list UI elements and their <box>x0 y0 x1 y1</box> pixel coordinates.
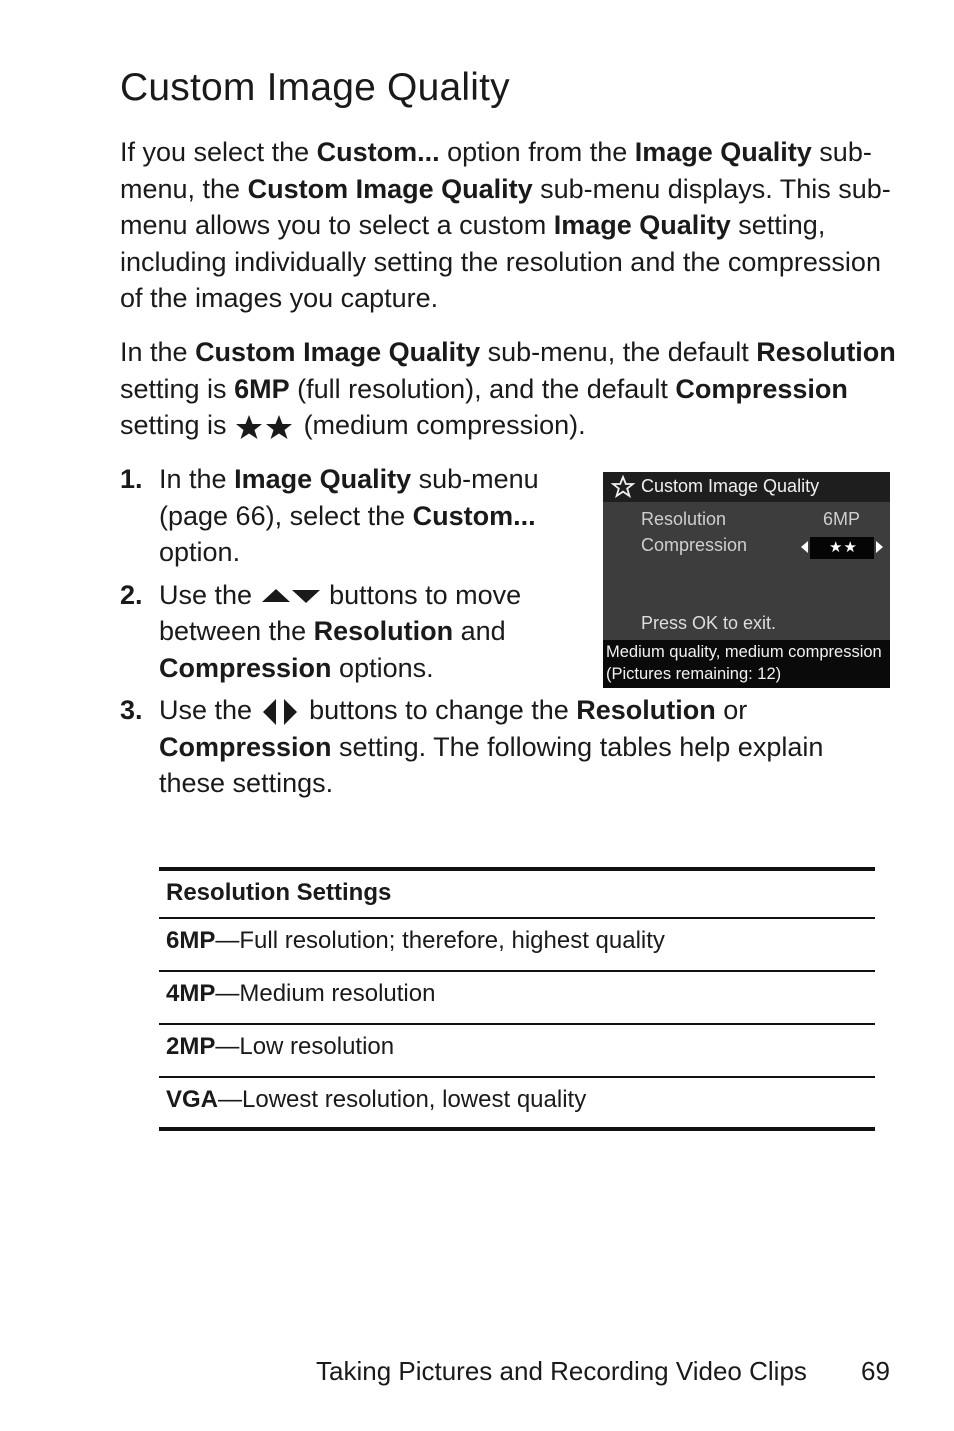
text: If you select the <box>120 137 317 167</box>
star-outline-icon <box>611 475 635 499</box>
exit-hint: Press OK to exit. <box>641 613 777 633</box>
resolution-settings-table <box>159 867 875 1131</box>
image-quality-term: Image Quality <box>634 137 812 167</box>
step-number: 3. <box>120 695 143 725</box>
text: buttons to move between the <box>159 579 522 646</box>
step-3 <box>120 692 839 802</box>
camera-screen-title-bar <box>603 472 890 502</box>
text: or <box>715 695 748 725</box>
defaults-paragraph <box>120 334 900 444</box>
step-number: 1. <box>120 464 143 494</box>
text: sub-menu displays. This sub-menu allows you to select a custom <box>120 173 891 240</box>
text: setting is <box>120 410 235 440</box>
two-star-icon <box>234 413 296 441</box>
step-1 <box>120 461 559 571</box>
page-number: 69 <box>861 1356 890 1386</box>
text: sub-menu (page 66), select the <box>159 464 539 531</box>
text: options. <box>331 652 434 683</box>
compression-label: Compression <box>641 535 748 555</box>
up-down-arrows-icon <box>260 586 322 606</box>
table-header: Resolution Settings <box>159 867 875 919</box>
resolution-value: 6MP <box>823 509 861 529</box>
image-quality-term: Image Quality <box>234 464 412 494</box>
footer-section-title: Taking Pictures and Recording Video Clips <box>316 1356 807 1386</box>
text: setting, including individually setting the resolution and the compression of the images you capture. <box>120 210 881 313</box>
setting-description: —Low resolution <box>215 1033 395 1060</box>
camera-screen-status <box>603 640 890 688</box>
compression-value: ★★ <box>829 539 858 556</box>
status-line-2: (Pictures remaining: 12) <box>606 665 782 683</box>
table-row <box>159 1078 875 1131</box>
custom-option-term: Custom... <box>316 137 440 167</box>
6mp-term: 6MP <box>234 373 290 404</box>
compression-term: Compression <box>675 373 848 404</box>
compression-selector <box>810 537 874 559</box>
text: (full resolution), and the default <box>289 373 676 404</box>
setting-description: —Lowest resolution, lowest quality <box>218 1086 587 1113</box>
table-row <box>159 1025 875 1078</box>
right-arrow-icon <box>875 541 883 553</box>
resolution-term: Resolution <box>756 337 896 367</box>
resolution-term: Resolution <box>313 616 454 646</box>
setting-key: 2MP <box>166 1033 216 1060</box>
custom-option-term: Custom... <box>412 500 536 531</box>
compression-term: Compression <box>159 731 332 762</box>
compression-term: Compression <box>159 652 332 683</box>
setting-key: 6MP <box>166 927 216 954</box>
table-row <box>159 972 875 1025</box>
text: option. <box>159 537 241 567</box>
text: setting. The following tables help explain these settings. <box>159 731 824 798</box>
setting-key: 4MP <box>166 980 216 1007</box>
step-2 <box>120 577 559 687</box>
resolution-term: Resolution <box>576 695 716 725</box>
left-arrow-icon <box>801 541 809 553</box>
text: Use the <box>159 695 260 725</box>
camera-screen-title: Custom Image Quality <box>641 476 820 496</box>
camera-screen <box>603 472 890 688</box>
image-quality-term: Image Quality <box>553 210 731 240</box>
text: option from the <box>439 137 635 167</box>
left-right-arrows-icon <box>260 697 302 727</box>
resolution-label: Resolution <box>641 509 727 529</box>
custom-image-quality-term: Custom Image Quality <box>247 173 533 204</box>
text: In the <box>159 464 235 494</box>
setting-key: VGA <box>166 1086 219 1113</box>
table-row <box>159 919 875 972</box>
text: sub-menu, the default <box>480 337 757 367</box>
intro-paragraph <box>120 134 900 317</box>
text: buttons to change the <box>301 695 577 725</box>
text: and <box>453 616 506 646</box>
page-heading: Custom Image Quality <box>120 66 510 109</box>
status-line-1: Medium quality, medium compression <box>606 643 882 661</box>
step-number: 2. <box>120 579 143 610</box>
setting-description: —Medium resolution <box>215 980 436 1007</box>
text: sub-menu, the <box>120 137 872 204</box>
text: Use the <box>159 579 260 610</box>
text: (medium compression). <box>296 410 586 440</box>
custom-image-quality-term: Custom Image Quality <box>195 337 481 367</box>
text: In the <box>120 337 196 367</box>
text: setting is <box>120 373 235 404</box>
setting-description: —Full resolution; therefore, highest quality <box>215 927 665 954</box>
